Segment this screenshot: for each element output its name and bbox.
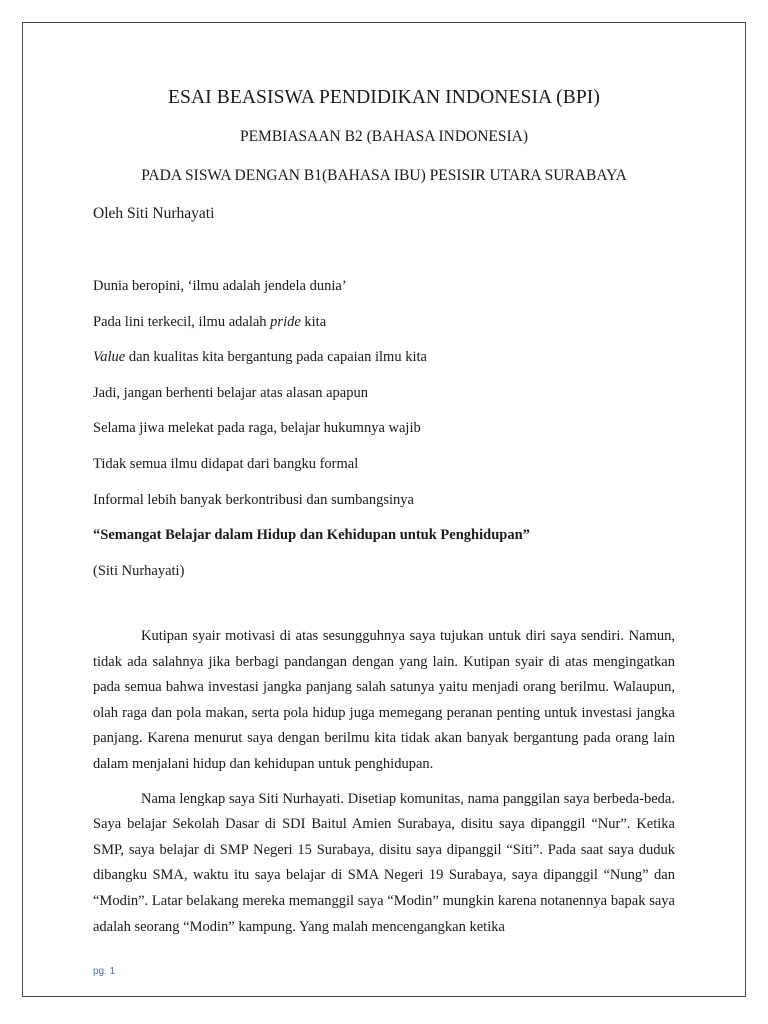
document-subtitle-2: PADA SISWA DENGAN B1(BAHASA IBU) PESISIR UTARA SURABAYA [141, 167, 627, 184]
essay-paragraph-1: Kutipan syair motivasi di atas sesungguhnya saya tujukan untuk diri saya sendiri. Namun, tidak ada salahnya jika berbagi pandangan dengan yang lain. Kutipan syair di atas mengingatkan pada semua bahwa investasi jangka panjang salah satunya yaitu menjadi orang berilmu. Walaupun, olah raga dan pola makan, serta pola hidup juga memegang peranan penting untuk investasi jangka panjang. Karena menurut saya dengan berilmu kita tidak akan banyak bergantung pada orang lain dalam menjalani hidup dan kehidupan untuk penghidupan. [93, 628, 675, 772]
poem-line-1: Dunia beropini, ‘ilmu adalah jendela dunia’ [93, 278, 347, 294]
poem-emphasis-pride: pride [270, 313, 301, 330]
essay-body [93, 624, 675, 949]
poem-attribution: (Siti Nurhayati) [93, 562, 185, 579]
poem-quote: “Semangat Belajar dalam Hidup dan Kehidupan untuk Penghidupan” [93, 527, 530, 544]
poem-line-5: Selama jiwa melekat pada raga, belajar hukumnya wajib [93, 420, 421, 437]
poem-line-3 [93, 348, 693, 384]
essay-paragraph-2: Nama lengkap saya Siti Nurhayati. Disetiap komunitas, nama panggilan saya berbeda-beda. Saya belajar Sekolah Dasar di SDI Baitul Amien Surabaya, disitu saya dipanggil “Nur”. Ketika SMP, saya belajar di SMP Negeri 15 Surabaya, disitu saya dipanggil “Siti”. Pada saat saya duduk dibangku SMA, waktu itu saya belajar di SMA Negeri 19 Surabaya, saya dipanggil “Nung” dan “Modin”. Latar belakang mereka memanggil saya “Modin” mungkin karena notanennya bapak saya adalah seorang “Modin” kampung. Yang malah mencengangkan ketika [93, 790, 675, 935]
poem-line-2-tail: kita [300, 313, 327, 330]
document-subtitle-1: PEMBIASAAN B2 (BAHASA INDONESIA) [239, 128, 529, 145]
document-title: ESAI BEASISWA PENDIDIKAN INDONESIA (BPI) [168, 87, 600, 108]
poem-line-7: Informal lebih banyak berkontribusi dan sumbangsinya [93, 491, 414, 508]
poem-line-2-text: Pada lini terkecil, ilmu adalah [93, 313, 271, 330]
poem-emphasis-value: Value [93, 349, 126, 366]
poem-line-2 [93, 313, 693, 349]
poem-line-3-text: dan kualitas kita bergantung pada capaian ilmu kita [125, 349, 427, 366]
poem-line-6: Tidak semua ilmu didapat dari bangku formal [93, 455, 359, 472]
page-number: pg. 1 [93, 966, 116, 977]
poem-line-4: Jadi, jangan berhenti belajar atas alasan apapun [93, 384, 368, 401]
poem-block [93, 277, 693, 597]
author-line: Oleh Siti Nurhayati [93, 205, 215, 222]
